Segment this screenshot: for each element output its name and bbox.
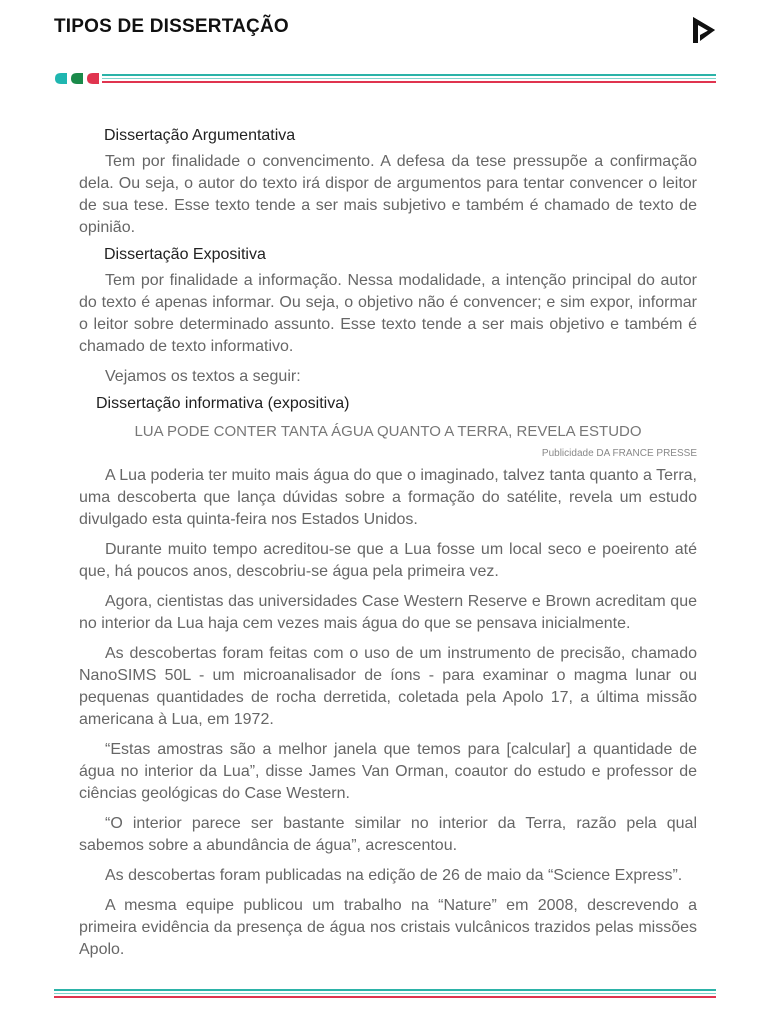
article-headline: LUA PODE CONTER TANTA ÁGUA QUANTO A TERRA, REVELA ESTUDO (134, 423, 642, 440)
article-paragraph: A Lua poderia ter muito mais água do que o imaginado, talvez tanta quanto a Terra, uma descoberta que lança dúvidas sobre a formação do satélite, revela um estudo divulgado esta quinta-feira nos Estados Unidos. (79, 467, 697, 528)
intro-text: Vejamos os textos a seguir: (105, 368, 301, 385)
red-dot-icon (86, 72, 100, 85)
play-logo-icon (689, 15, 717, 45)
article-paragraph: Agora, cientistas das universidades Case Western Reserve e Brown acreditam que no interior da Lua haja cem vezes mais água do que se pensava inicialmente. (79, 593, 697, 632)
heading-expositiva: Dissertação Expositiva (104, 246, 266, 263)
header-divider (102, 74, 716, 85)
accent-dots (54, 72, 100, 85)
heading-argumentativa: Dissertação Argumentativa (104, 127, 296, 144)
article-paragraph: “Estas amostras são a melhor janela que temos para [calcular] a quantidade de água no interior da Lua”, disse James Van Orman, coautor do estudo e professor de ciências geológicas do Case Western. (79, 741, 697, 802)
page-title: TIPOS DE DISSERTAÇÃO (54, 16, 289, 37)
paragraph-argumentativa: Tem por finalidade o convencimento. A defesa da tese pressupõe a confirmação dela. Ou seja, o autor do texto irá dispor de argumentos para tentar convencer o leitor de sua tese. Esse texto tende a ser mais subjetivo e também é chamado de texto de opinião. (79, 153, 697, 236)
article-credit: Publicidade DA FRANCE PRESSE (541, 448, 697, 459)
paragraph-expositiva: Tem por finalidade a informação. Nessa modalidade, a intenção principal do autor do texto é apenas informar. Ou seja, o objetivo não é convencer; e sim expor, informar o leitor sobre determinado assunto. Esse texto tende a ser mais objetivo e também é chamado de texto informativo. (79, 272, 697, 355)
article-paragraph: As descobertas foram feitas com o uso de um instrumento de precisão, chamado NanoSIMS 50L - um microanalisador de íons - para examinar o magma lunar ou pequenas quantidades de rocha derretida, coletada pela Apolo 17, a última missão americana à Lua, em 1972. (79, 645, 697, 728)
article-paragraph: Durante muito tempo acreditou-se que a Lua fosse um local seco e poeirento até que, há poucos anos, descobriu-se água pela primeira vez. (79, 541, 697, 580)
article-paragraph: As descobertas foram publicadas na edição de 26 de maio da “Science Express”. (105, 867, 683, 884)
footer-divider (54, 989, 716, 1000)
teal-dot-icon (54, 72, 68, 85)
heading-informativa: Dissertação informativa (expositiva) (96, 395, 350, 412)
article-paragraph: “O interior parece ser bastante similar no interior da Terra, razão pela qual sabemos sobre a abundância de água”, acrescentou. (79, 815, 697, 854)
document-body (79, 124, 697, 961)
article-paragraph: A mesma equipe publicou um trabalho na “Nature” em 2008, descrevendo a primeira evidência da presença de água nos cristais vulcânicos trazidos pelas missões Apolo. (79, 897, 697, 958)
green-dot-icon (70, 72, 84, 85)
